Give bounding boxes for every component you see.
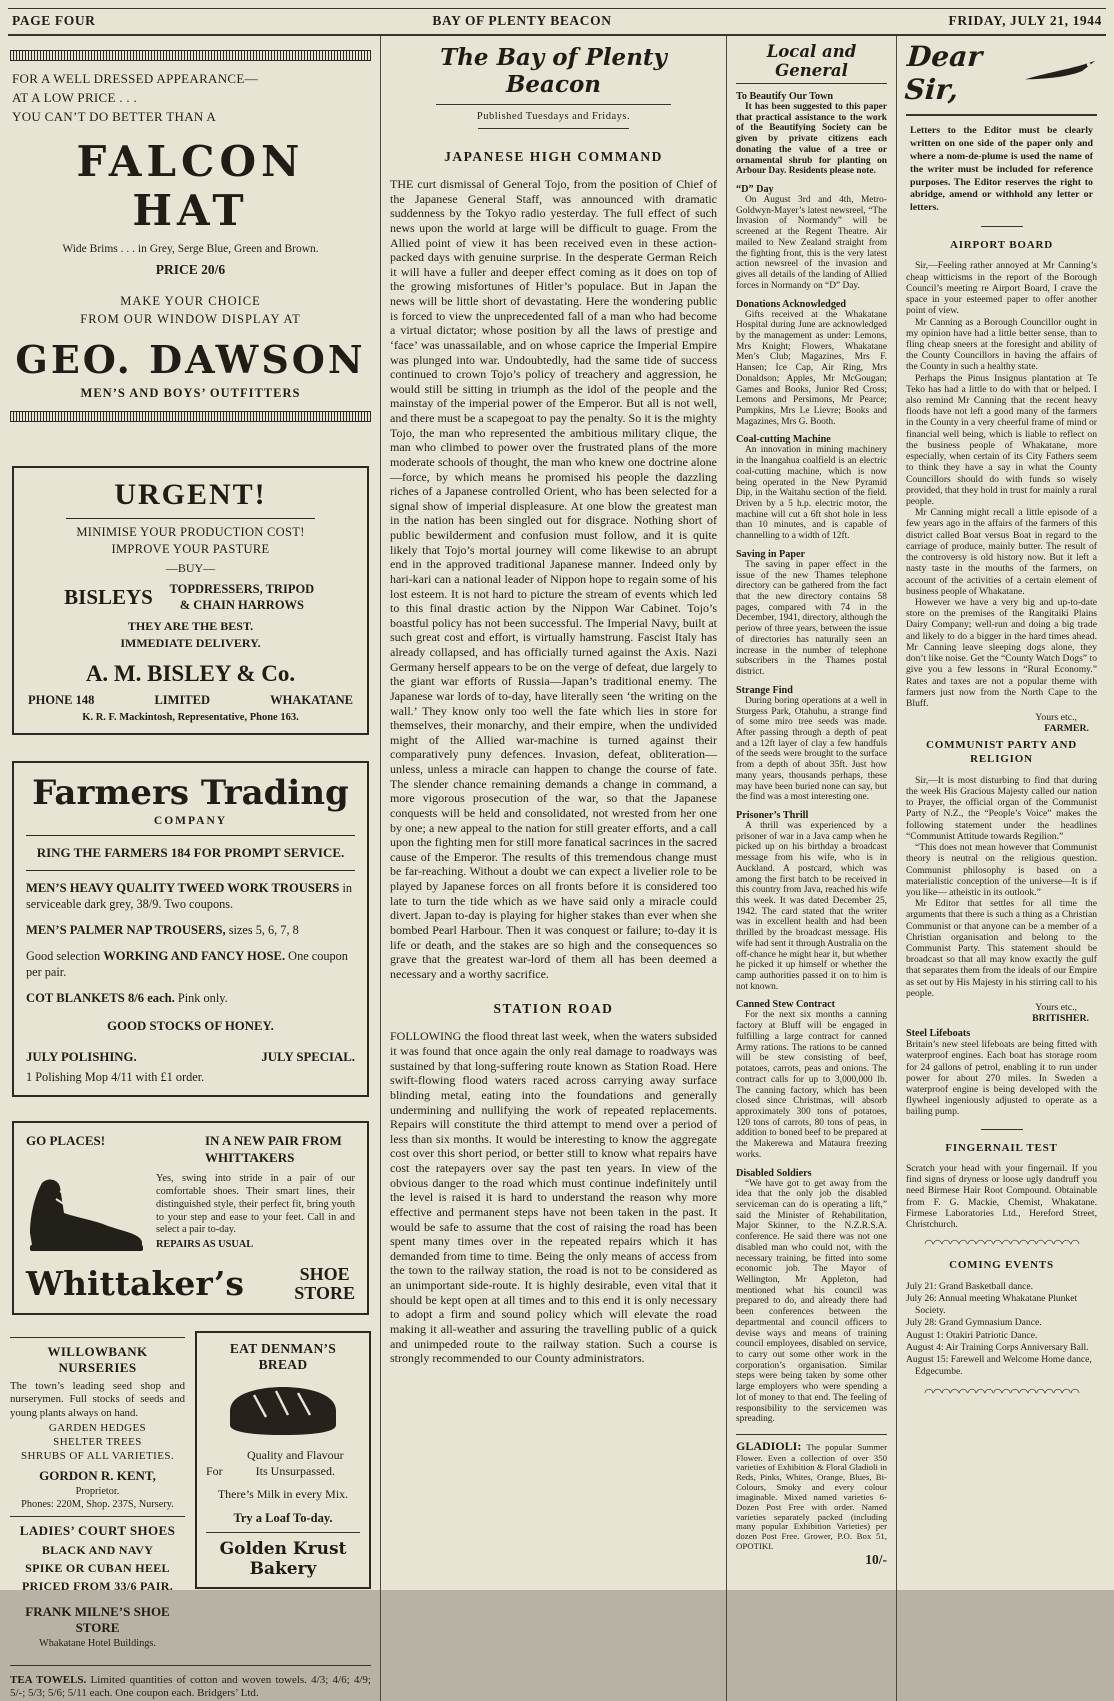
published-line: Published Tuesdays and Fridays. (476, 111, 631, 122)
dear-sir-masthead (903, 36, 1097, 116)
bisley-ad (12, 466, 369, 735)
whittakers-pair: IN A NEW PAIR FROM WHITTAKERS (205, 1133, 342, 1166)
farmers-july-row (26, 1050, 355, 1065)
denmans-bread-ad-wrap (195, 1331, 371, 1651)
local-item-title: Coal-cutting Machine (736, 434, 831, 446)
urgent-title: URGENT! (114, 478, 267, 511)
willowbank-line3: SHRUBS OF ALL VARIETIES. (20, 1450, 175, 1463)
gladioli-body: The popular Summer Flower. Even a collection of over 350 varieties of Exhibition & Floral Gladioli in Reds, Pinks, Whites, Orange, Blues, Bi-Colours, Smoky and every colour imaginable. Mixed named varieties 6- Dozen Post Free with order. Named varieties separately packed (including many popular Exhibition Varieties) per dozen Post Free. Grower, P.O. Box 51, OPOTIKI. (736, 1442, 887, 1552)
headline-japanese-high-command: JAPANESE HIGH COMMAND (444, 149, 663, 164)
denmans-bread-ad (195, 1331, 371, 1589)
bisley-company-name: A. M. BISLEY & Co. (85, 661, 296, 687)
local-item-body: Gifts received at the Whakatane Hospital during June are acknowledged by the management as under: Lemons, Mrs Knight; Flowers, Whakatane Men’s Club; Magazines, Mrs F. Hansen; Ice Cap, Air Ring, Mrs Donaldson; Apples, Mr McGougan; Games and Books, Junior Red Cross; Lemons and Persimons, Mr Pearce; Pumpkins, Mrs Le Lievre; Books and Magazines, Mrs G. Booth. (736, 309, 887, 427)
fingernail-test-body: Scratch your head with your fingernail. If you find signs of dryness or loose ugly dandruff you need Birmese Hair Root Compound. Obtainable from F. G. Mackie, Chemist, Whakatane. Firmese Laboratories Ltd., Hereford Street, Christchurch. (906, 1162, 1097, 1231)
farmers-july-right: JULY SPECIAL. (261, 1050, 355, 1065)
event-item: August 1: Otakiri Patriotic Dance. (906, 1329, 1038, 1341)
frank-milne-store: FRANK MILNE’S SHOE STORE (25, 1604, 170, 1635)
local-item-body: For the next six months a canning factory at Bluff will be engaged in fulfilling a large contract for canned Army rations. The rations to be canned will be stew consisting of beef, potatoes, carrots, peas and onions. The contract calls for up to 3,000,000 lb. The canning factory, which has been closed since Christmas, will absorb approximately 300 tons of potatoes, 120 tons of carrots, 80 tons of peas, in addition to boned beef to be prepared at the Makerewa and Mataura freezing works. (736, 1010, 887, 1160)
quill-pen-icon (1023, 58, 1097, 89)
farmers-item3-pre: Good selection (26, 949, 104, 964)
ladies-line3: PRICED FROM 33/6 PAIR. (21, 1579, 174, 1594)
page-number: PAGE FOUR (12, 13, 96, 28)
letter-paragraph: “This does not mean however that Communist theory is neutral on the religious question. Communist philosophy is based on a materialistic conception of the universe—It is if you like— atheistic in its outlook.” (906, 842, 1097, 898)
tea-towels-rest: Limited quantities of cotton and woven towels. 4/3; 4/6; 4/9; 5/-; 5/3; 5/6; 5/11 each. One coupon each. Bridgers’ Ltd. (10, 1673, 371, 1700)
falcon-line3: YOU CAN’T DO BETTER THAN A (12, 109, 217, 124)
ads-column (8, 36, 380, 1701)
bisley-best: THEY ARE THE BEST. (127, 619, 254, 634)
event-item: August 4: Air Training Corps Anniversary Ball. (906, 1341, 1089, 1353)
whittakers-go: GO PLACES! (26, 1133, 106, 1149)
fingernail-test-heading: FINGERNAIL TEST (945, 1141, 1058, 1154)
whittakers-name: Whittaker’s (26, 1263, 244, 1303)
airport-signoff: Yours etc., (1035, 712, 1077, 724)
airport-board-letter (906, 260, 1097, 709)
denmans-q2: Its Unsurpassed. (255, 1463, 335, 1478)
farmers-item-hose (26, 948, 355, 981)
article-station-road: FOLLOWING the flood threat last week, when the waters subsided it was found that once again the only real damage to roadways was sustained by that long-suffering route known as Station Road. Here swift-flowing flood waters raced across carrying away surface blinding metal, eating into the foundations and generally undermining and nullifying the work of repeated replacements. Repairs will constitute the third attempt to mend over a period of less than six months. It would be interesting to know the aggregate cost over this short period, or better still to know what repairs have cost the ratepayers over say the past ten years. In view of the obvious danger to the road which must continue indefinitely until the level is raised it is hard to understand the reason why more effective and permanent steps have not been taken in the past. It would be safe to assume that the cost of raising the road has been spent many times over in the repeated repairs which it has demanded from time to time. Being the only means of access from the town to the railway station, the road is not to be considered as an unimportant side-route. It is highly desirable, even vital that it should be kept open at all times and to this end it is only necessary to adopt a firm and sound policy which will elevate the road making it all-weather and assuring the travelling public of a quick and unimpeded route to the railway station. Such a course is strongly recommended to our County administrators. (390, 1029, 717, 1366)
wavy-divider (906, 1237, 1097, 1251)
bisley-representative: K. R. F. Mackintosh, Representative, Phone 163. (82, 712, 299, 724)
gladioli-ad (736, 1434, 887, 1567)
bisley-phone: PHONE 148 (28, 693, 95, 708)
falcon-choice2: FROM OUR WINDOW DISPLAY AT (80, 312, 301, 326)
issue-date: FRIDAY, JULY 21, 1944 (948, 13, 1102, 28)
falcon-hat-title: FALCON HAT (76, 137, 305, 235)
hatched-border-bottom (10, 411, 371, 422)
editorial-masthead: The Bay of Plenty Beacon (440, 44, 667, 98)
willowbank-body: The town’s leading seed shop and nurserymen. Full stocks of seeds and young plants always on hand. (10, 1379, 185, 1419)
ladies-line2: SPIKE OR CUBAN HEEL (25, 1561, 170, 1576)
tea-towels-lead: TEA TOWELS. (10, 1673, 87, 1686)
local-item-title: Disabled Soldiers (736, 1167, 812, 1179)
event-item: July 26: Annual meeting Whakatane Plunket Society. (906, 1292, 1078, 1317)
letter-paragraph: Perhaps the Pinus Insignus plantation at Te Teko has had a little to do with that or helped. I also remind Mr Canning that the recent heavy floods have not left a good many of the farmers in the County in a very cheerful frame of mind or financial well being, which is liable to reflect on the business people of Whakatane, more especially, when certain of its City Fathers seem to think they have a say in what the County Councillors should do with funds so wisely provided, that they hold in trust for mainly a rural people. (906, 372, 1097, 508)
whittakers-body: Yes, swing into stride in a pair of our comfortable shoes. Their smart lines, their distinguished style, their perfect fit, bring youth to your step and ease to your feet. Call in and select a pair to-day. (156, 1172, 355, 1236)
divider (436, 104, 671, 105)
denmans-quality (231, 1448, 360, 1479)
denmans-quality-row (206, 1448, 360, 1479)
farmers-ring-line: RING THE FARMERS 184 FOR PROMPT SERVICE. (26, 835, 355, 871)
whittakers-repairs: REPAIRS AS USUAL (156, 1239, 254, 1251)
letter-paragraph: Sir,—It is most disturbing to find that during the week His Gracious Majesty called our nation to Prayer, the official organ of the Communist Party of N.Z., the “People’s Voice” makes the following statement under the headlines “Communist Attitude towards Regilion.” (906, 774, 1097, 842)
airport-board-heading: AIRPORT BOARD (949, 239, 1053, 252)
falcon-price: PRICE 20/6 (155, 262, 226, 277)
event-item: July 21: Grand Basketball dance. (906, 1280, 1034, 1292)
falcon-choice1: MAKE YOUR CHOICE (120, 294, 261, 308)
willowbank-title: WILLOWBANK NURSERIES (47, 1343, 148, 1375)
local-item-title: Prisoner’s Thrill (736, 809, 809, 821)
falcon-line1: FOR A WELL DRESSED APPEARANCE— (12, 71, 258, 86)
farmers-july-left: JULY POLISHING. (26, 1050, 137, 1065)
farmers-item1-rest: in serviceable dark grey, 38/9. Two coupons. (26, 881, 353, 912)
steel-lifeboats-title: Steel Lifeboats (906, 1028, 971, 1040)
col1-subcolumns (10, 1331, 371, 1651)
shoe-illustration (26, 1173, 146, 1260)
whittakers-store-line2: STORE (294, 1283, 355, 1304)
willowbank-owner: GORDON R. KENT, (39, 1468, 156, 1484)
bisley-town: WHAKATANE (270, 693, 353, 708)
event-item: July 28: Grand Gymnasium Dance. (906, 1317, 1042, 1329)
local-general-column (726, 36, 896, 1701)
denmans-milk: There’s Milk in every Mix. (217, 1487, 349, 1502)
letters-column (896, 36, 1106, 1701)
divider (478, 128, 628, 129)
local-item-body: During boring operations at a well in Sturgess Park, Otahuhu, a strange find of some miro tree seeds was made. After passing through a depth of peat and a 12ft layer of clay a few handfuls of the seeds were brought to the surface from a depth of about 35ft. Just how many years, thousands perhaps, these may have been buried none can say, but the find was a most interesting one. (736, 695, 887, 803)
letter-paragraph: Mr Canning as a Borough Councillor ought in my opinion have had a little better sense, than to fling cheap sneers at the foresight and ability of the County Councillors in having the affairs of the County in such a healthy state. (906, 316, 1097, 373)
local-item-body: The saving in paper effect in the issue of the new Thames telephone directory can be gathered from the fact that the new directory contains 58 pages, compared with 74 in the December, 1941, directory, although the periow of three years, between the issue of directories has naturally seen an increase in the number of telephone subscribers in the Thames postal district. (736, 559, 887, 678)
bisley-line1: MINIMISE YOUR PRODUCTION COST! (76, 525, 305, 539)
communist-party-heading: COMMUNIST PARTY AND RELIGION (926, 739, 1077, 766)
divider (981, 226, 1023, 227)
headline-station-road: STATION ROAD (493, 1001, 614, 1017)
divider (206, 1532, 360, 1533)
denmans-for: For (206, 1464, 223, 1479)
hatched-border-top (10, 50, 371, 61)
whittakers-store-line1: SHOE (299, 1264, 350, 1285)
communist-party-letter (906, 775, 1097, 999)
farmers-item2-rest: sizes 5, 6, 7, 8 (225, 923, 299, 938)
gladioli-price: 10/- (865, 1551, 887, 1567)
event-item: August 15: Farewell and Welcome Home dance, Edgecumbe. (906, 1354, 1092, 1378)
local-item-title: To Beautify Our Town (736, 91, 834, 102)
local-item-body: An innovation in mining machinery in the Inangahua coalfield is an electric coal-cutting machine, which is now being operated in the New Pyramid Dip, in the Waitahu section of the field. Driven by a 5 h.p. electric motor, the machine will cut a 6ft shot hole in less than 10 minutes, and is capable of channelling to a width of 12ft. (736, 445, 887, 542)
bisley-meta-row (26, 693, 355, 708)
whittakers-foot (26, 1264, 355, 1303)
golden-krust-bakery: Golden Krust Bakery (219, 1538, 347, 1579)
farmers-item3-rest: One coupon per pair. (26, 949, 348, 980)
whittakers-mid (26, 1173, 355, 1260)
local-item-title: Saving in Paper (736, 548, 806, 560)
local-item-body: “We have got to get away from the idea that the only job the disabled serviceman can do is operating a lift,” said the Minister of Rehabilitation, Major Skinner, to the N.Z.R.S.A. conference. He said there was not one disabled man who could not, with the necessary training, be fitted into some economic job. The Mayor of Wellington, Mr Appleton, had mentioned what his council was prepared to do, and already there had been conferences between the departmental and council officers to devise ways and means of training council employees, disabled on service, to carry out some other work in the corporation’s organisation. Similar steps were being taken by some other large employers who were spending a lot of money to that end. The feeling of responsibility to the servicemen was spreading. (736, 1178, 887, 1425)
letters-notice: Letters to the Editor must be clearly written on one side of the paper only and where a nom-de-plume is used the name of the writer must be included for reference purposes. The Editor reserves the right to abridge, amend or withhold any letter or letters. (910, 125, 1093, 214)
farmers-mop-offer: 1 Polishing Mop 4/11 with £1 order. (26, 1070, 205, 1085)
bisleys-brand: BISLEYS (64, 585, 153, 610)
willowbank-line1: GARDEN HEDGES (48, 1422, 147, 1435)
bisley-limited: LIMITED (154, 693, 211, 708)
local-item-title: Donations Acknowledged (736, 298, 847, 310)
bisley-line2: IMPROVE YOUR PASTURE (111, 542, 270, 556)
farmers-company: COMPANY (153, 815, 228, 828)
divider (736, 83, 887, 84)
whittakers-ad (12, 1121, 369, 1315)
farmers-item1-lead: MEN’S HEAVY QUALITY TWEED WORK TROUSERS (26, 881, 340, 896)
letter-paragraph: Mr Editor that settles for all time the arguments that there is such a thing as a Christian Communist or that anyone can be a member of a Christian organisation and belong to the Communist Party. This statement should be broadcast so that all may know exactly the gulf that separates them from the ideals of our Empire as set out by His Majesty in his stirring call to his people. (906, 898, 1097, 999)
frank-milne-location: Whakatane Hotel Buildings. (39, 1637, 156, 1649)
communist-signer: BRITISHER. (1032, 1013, 1089, 1025)
geo-dawson-name: GEO. DAWSON (15, 337, 366, 382)
letter-paragraph: Mr Canning might recall a little episode of a few years ago in the affairs of the farmers of this district called Boat versus Boat in regard to the carriage of produce, mainly butter. The result of the controversy is old history now. But it left a nasty taste in the mouths of the farmers, on account of the activities of a certain element of business people of Whakatane. (906, 507, 1097, 597)
farmers-item2-lead: MEN’S PALMER NAP TROUSERS, (26, 923, 226, 938)
dear-sir-text: Dear Sir, (903, 40, 984, 106)
bread-illustration (206, 1381, 360, 1444)
local-item-body: On August 3rd and 4th, Metro-Goldwyn-Mayer’s latest newsreel, “The Invasion of Normandy” will be screened at the Regent Theatre. Air mailed to New Zealand straight from the fighting front, this is the very latest action newsreel of the invasion and gives all details of the landing of Allied forces in Normandy on “D” Day. (736, 195, 887, 291)
wavy-divider (906, 1386, 1097, 1400)
airport-signer: FARMER. (1044, 723, 1089, 735)
divider (981, 1129, 1023, 1130)
columns (8, 36, 1106, 1700)
local-general-title: Local and General (766, 42, 857, 80)
falcon-hat-ad (10, 50, 371, 422)
bisley-brand-row (26, 582, 355, 613)
geo-dawson-sub: MEN’S AND BOYS’ OUTFITTERS (80, 386, 301, 400)
farmers-item-trousers (26, 880, 355, 913)
willowbank-and-shoes (10, 1331, 185, 1651)
denmans-try: Try a Loaf To-day. (233, 1510, 333, 1525)
divider (66, 518, 315, 519)
falcon-sub: Wide Brims . . . in Grey, Serge Blue, Green and Brown. (62, 243, 319, 255)
farmers-item4-lead: COT BLANKETS 8/6 each. (26, 991, 175, 1006)
farmers-item-nap-trousers (26, 922, 355, 939)
farmers-trading-ad (12, 761, 369, 1097)
willowbank-phones: Phones: 220M, Shop. 237S, Nursery. (21, 1499, 174, 1511)
denmans-title: EAT DENMAN’S BREAD (229, 1340, 337, 1372)
local-item-title: Canned Stew Contract (736, 999, 836, 1011)
bisley-delivery: IMMEDIATE DELIVERY. (120, 636, 261, 651)
newspaper-title: BAY OF PLENTY BEACON (432, 13, 612, 28)
local-item-title: “D” Day (736, 184, 774, 196)
whittakers-head (26, 1133, 355, 1167)
steel-lifeboats-body: Britain’s new steel lifeboats are being fitted with waterproof engines. Each boat has storage room for 24 gallons of petrol, enabling it to run under power for about 270 miles. In Sweden a waterproof engine is being developed with the flywheel ingeniously adjusted to operate as a bailing pump. (906, 1039, 1097, 1118)
communist-signoff: Yours etc., (1035, 1002, 1077, 1014)
local-item-title: Strange Find (736, 684, 793, 696)
bisley-products: TOPDRESSERS, TRIPOD & CHAIN HARROWS (169, 582, 315, 612)
coming-events-list (906, 1281, 1097, 1379)
local-item-body: A thrill was experienced by a prisoner of war in a Java camp when he picked up on his birthday a broadcast message from his wife, who is in Auckland. A postcard, which was among the first batch to be received in this country from Java, reached his wife this week. It was dated December 25, 1942. The card stated that the writer was in excellent health and had been thrilled by the broadcast message. His wife had sent it through Australia on the off-chance he might hear it, but whether he picked it up himself or whether the camp authorities passed it on to him is not known. (736, 820, 887, 992)
farmers-item-blankets (26, 990, 355, 1007)
farmers-item3-lead: WORKING AND FANCY HOSE. (103, 949, 286, 964)
farmers-item4-rest: Pink only. (174, 991, 228, 1006)
farmers-honey: GOOD STOCKS OF HONEY. (107, 1019, 274, 1034)
farmers-trading-title: Farmers Trading (32, 773, 349, 814)
gladioli-lead: GLADIOLI: (736, 1439, 802, 1454)
letter-paragraph: However we have a very big and up-to-date store on the premises of the Rangitaiki Plains Dairy Company; well-run and doing a big trade and likely to do a bigger in the hard times ahead. Mr Canning leave sleeping dogs alone, they don’t like noise. Get the “County Watch Dogs” to give you a few lessons in “Rural Economy.” Rates and taxes are not a popular theme with farmers just now from the North Cape to the Bluff. (906, 596, 1097, 709)
willowbank-proprietor: Proprietor. (75, 1486, 120, 1498)
tea-towels-ad (10, 1665, 371, 1701)
ladies-shoes-title: LADIES’ COURT SHOES (19, 1523, 176, 1539)
willowbank-line2: SHELTER TREES (53, 1436, 142, 1449)
divider (10, 1337, 185, 1338)
ladies-line1: BLACK AND NAVY (41, 1543, 154, 1558)
bisley-buy: —BUY— (165, 561, 216, 575)
article-japanese-high-command: THE curt dismissal of General Tojo, from the position of Chief of the Japanese General Staff, was announced with dramatic suddenness by the Tokyo radio yesterday. The full effect of such news upon the world at large will be difficult to guage. From the Allied point of view it has been received even in these action-packed days with genuine surprise. In the desperate German Reich it will have a fuller and deeper effect coming as it does on top of the growing misfortunes of Hitler’s populace. But in Japan the news will be little short of devastating. Here the wondering public is forced to view the unprecedented fall of a man who had become a virtual dictator; whose position by all the laws of prestige and ‘face’ was unassailable, and on whose caprice the Imperial Empire was plunged into war. Undoubtedly, had the same tide of success continued to crown Tojo’s policy of treachery and aggression, he would still be sitting in triumph as the idol of the people and the mainstay of the imperial power of the Emperor. But all is not well, and there must be a scapegoat to pay the penalty. So it is the mighty Tojo, the man who represented the ambitious military clique, the man who climbed to power over the frustrated plans of the more moderate schools of thought, the man who knew one doctrine alone—force, by which means he promised his people the dazzling riches of a Japanese controlled Orient, who has been selected for a signal show of imperial displeasure. At one blow the greatest man in the nation has been singled out for disgrace. Nothing short of public bewilderment and confusion must follow, and it is quite likely that Tojo’s mortal journey will come likewise to an abrupt end in the approved traditional Japanese manner. Indeed only by hari-kari can a national leader of Nippon hope to regain some of his lost esteem. It is not hard to picture the stream of events which led to this final drastic action by the Nippon War Cabinet. Tojo’s boastful policy has not been successful. The Imperial Navy, built at such great cost and effort, is virtually hamstrung. Fascist Italy has already collapsed, and has officially turned against the Axis. Nazi Germany herself appears to be on the verge of defeat, due largely to the giant war efforts of Russia—Japan’s traditional enemy. The Japanese war lords of to-day, have literally seen ‘the writing on the wall.’ They know only too well the fate which lies in store for themselves, their monarchy, and their empire, when the undivided might of the Allied war-machine is turned against their comparatively puny defences. Invasion, defeat, obliteration—unless, unless a miracle can happen to change the course of fate. The slender chance remaining demands a change in command, a more vigorous prosecution of the war, so that the Japanese conquests will be held and consolidated, not wrested from her one by one; a new appeal to the nation for still greater efforts, and a call upon the fighting men for still more fanatical sacrinces in the sacred cause of the Emperor. The results of this tremendous change must be far-reaching. Without a doubt we can expect a livelier role to be played by Japanese forces on all fronts before it is considered too late to turn the tide which as we have said only a miracle could divert. Japan to-day is playing for higher stakes than ever when she bombed Pearl Harbour. Then it was conquest or failure; to-day it is life or death, and the stakes are so high and the consequences so grave that the greatest war-lord of them all has been deemed a necessary and a worthy sacrifice. (390, 177, 717, 981)
divider (10, 1516, 185, 1517)
falcon-line2: AT A LOW PRICE . . . (12, 90, 138, 105)
local-item-body: It has been suggested to this paper that practical assistance to the work of the Beautifying Society can be given by private citizens each donating the value of a tree or ornamental shrub for planting on Arbour Day. Residents please note. (736, 102, 887, 177)
page-header (8, 8, 1106, 36)
letter-paragraph: Sir,—Feeling rather annoyed at Mr Canning’s cheap witticisms in the report of the Borough Council’s meeting re Airport Board, I crave the space in your esteemed paper to offer another point of view. (906, 260, 1097, 317)
editorial-column (380, 36, 726, 1701)
denmans-q1: Quality and Flavour (247, 1447, 344, 1462)
whittakers-store (294, 1265, 355, 1303)
coming-events-heading: COMING EVENTS (949, 1259, 1054, 1272)
